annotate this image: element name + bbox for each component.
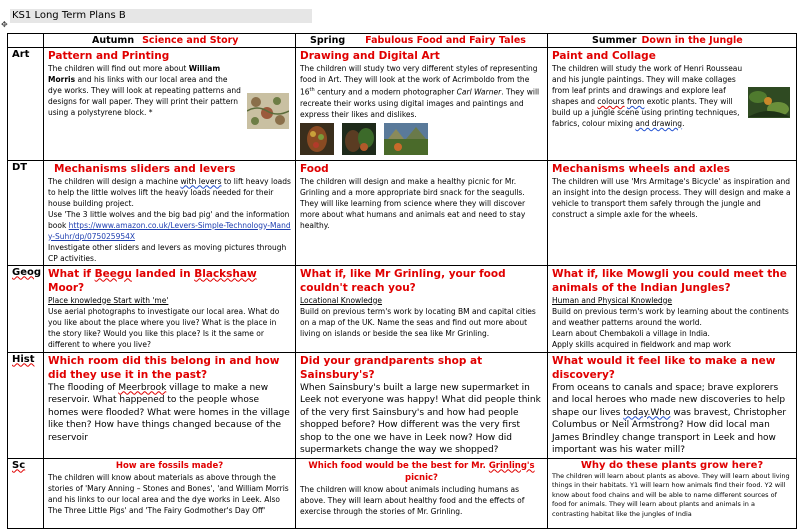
cell-heading: Drawing and Digital Art bbox=[300, 50, 440, 62]
term-label: Summer bbox=[592, 35, 637, 46]
food-landscape-image bbox=[342, 123, 376, 155]
cell-body: The flooding of Meerbrook village to make a new reservoir. What happened to the people whose homes were flooded? What were homes in the village like then? How have things changed because of the reservoir bbox=[48, 382, 290, 443]
cell-heading: Paint and Collage bbox=[552, 50, 656, 62]
header-autumn bbox=[44, 34, 296, 48]
term-label: Spring bbox=[310, 35, 346, 46]
cell-dt-summer bbox=[548, 160, 797, 265]
cell-sc-spring bbox=[296, 458, 548, 528]
row-label: DT bbox=[8, 160, 44, 265]
cell-body: The children will learn about plants as above. They will learn about living things in their habitats. Y1 will learn how animals find their food. Y2 will know about food chains and will be able to name different sources of food for animals. They will learn about plants and animals in a contrasting habitat like the jungles of India bbox=[552, 471, 790, 518]
row-geog bbox=[8, 265, 797, 352]
cell-heading: Why do these plants grow here? bbox=[580, 459, 764, 471]
cell-body: The children will study two very different styles of representing food in Art. They will look at the work of Acrimboldo from the 16th century and a modern photographer Carl Warner. They will recreate their works using digital images and paintings and express their likes and dislikes. bbox=[300, 64, 540, 119]
cell-body: The children will know about animals including humans as above. They will learn about healthy food and the effects of exercise through the stories of Mr. Grinling. bbox=[300, 484, 525, 516]
cell-geog-summer bbox=[548, 265, 797, 352]
row-hist bbox=[8, 352, 797, 458]
cell-heading: Pattern and Printing bbox=[48, 50, 170, 62]
cell-heading: Mechanisms sliders and levers bbox=[54, 162, 236, 175]
cell-art-autumn bbox=[44, 48, 296, 161]
term-theme: Science and Story bbox=[142, 35, 239, 46]
cell-art-spring bbox=[296, 48, 548, 161]
cell-body: The children will know about materials as above through the stories of 'Mary Anning – Stones and Bones', 'and William Morris and his links to our local area and the dye works in Leek. Also The Three Little Pigs' and 'The Fairy Godmother's Day Off' bbox=[48, 472, 289, 515]
cell-heading: How are fossils made? bbox=[115, 460, 224, 471]
term-theme: Fabulous Food and Fairy Tales bbox=[365, 35, 526, 46]
cell-subheading: Place knowledge Start with 'me' bbox=[48, 295, 169, 305]
row-art bbox=[8, 48, 797, 161]
cell-heading: What if, like Mr Grinling, your food couldn't reach you? bbox=[300, 267, 506, 294]
cell-heading: Did your grandparents shop at Sainsbury's? bbox=[300, 354, 483, 381]
cell-geog-autumn bbox=[44, 265, 296, 352]
cell-heading: What would it feel like to make a new discovery? bbox=[552, 354, 776, 381]
cell-heading: Which food would be the best for Mr. Grinling's picnic? bbox=[308, 460, 535, 483]
cell-body-line: Learn about Chembakoli a village in India. bbox=[552, 328, 710, 338]
cell-body-line: Apply skills acquired in fieldwork and map work bbox=[552, 339, 731, 349]
term-theme: Down in the Jungle bbox=[641, 35, 743, 46]
cell-body: The children will study the work of Henri Rousseau and his jungle paintings. They will make collages from leaf prints and drawings and explore leaf shapes and colours from exotic plants. They will build up a jungle scene using printing techniques, fabrics, colour mixing and drawing. bbox=[552, 64, 743, 128]
row-dt bbox=[8, 160, 797, 265]
row-label: Geog bbox=[8, 265, 44, 352]
move-handle-icon[interactable]: ✥ bbox=[1, 20, 8, 29]
header-row bbox=[8, 34, 797, 48]
amazon-book-link[interactable]: https://www.amazon.co.uk/Levers-Simple-Technology-Mandy-Suhr/dp/075025954X bbox=[48, 220, 291, 241]
cell-geog-spring bbox=[296, 265, 548, 352]
cell-heading: Mechanisms wheels and axles bbox=[552, 162, 731, 175]
cell-body: The children will find out more about William Morris and his links with our local area and the dye works. They will look at repeating patterns and designs for wall paper. They will print their pattern using a polystyrene block. * bbox=[48, 64, 241, 117]
row-sc bbox=[8, 458, 797, 528]
header-corner bbox=[8, 34, 44, 48]
cell-sc-summer bbox=[548, 458, 797, 528]
cell-heading: Which room did this belong in and how did they use it in the past? bbox=[48, 354, 280, 381]
cell-heading: What if, like Mowgli you could meet the animals of the Indian Jungles? bbox=[552, 267, 787, 294]
cell-body: The children will design and make a healthy picnic for Mr. Grinling and a more appropriate bird snack for the seagulls. They will like learning from science where they will discover more about what humans and animals eat and need to stay healthy. bbox=[300, 176, 526, 230]
carl-warner-landscape-image bbox=[384, 123, 428, 155]
cell-art-summer bbox=[548, 48, 797, 161]
cell-body: Build on previous term's work by locating BM and capital cities on a map of the UK. Name the seas and find out more about living on islands or beside the sea like Mr Grinling. bbox=[300, 306, 536, 338]
term-label: Autumn bbox=[92, 35, 135, 46]
artwork-thumbnails bbox=[300, 123, 543, 159]
row-label: Sc bbox=[8, 458, 44, 528]
header-summer bbox=[548, 34, 797, 48]
cell-dt-spring bbox=[296, 160, 548, 265]
cell-body: Use aerial photographs to investigate our local area. What do you like about the place where you live? What is the place in the story like? Would you like this place? Is it the same or different to where you live? bbox=[48, 306, 280, 349]
cell-subheading: Locational Knowledge bbox=[300, 295, 383, 305]
cell-body: From oceans to canals and space; brave explorers and local heroes who made new discoveries to help shape our lives today.Who was bravest, Christopher Columbus or Neil Armstrong? How did local man James Brindley change transport in Leek and how important was his water mill? bbox=[552, 382, 787, 455]
cell-body: When Sainsbury's built a large new supermarket in Leek not everyone was happy! What did people think of the very first Sainsbury's and how had people shopped before? How different was the very first shop to the one we have in Leek now? How did supermarkets change the way we shopped? bbox=[300, 382, 541, 455]
page-title: KS1 Long Term Plans B bbox=[10, 9, 312, 23]
plan-table bbox=[7, 33, 797, 529]
cell-hist-autumn bbox=[44, 352, 296, 458]
cell-sc-autumn bbox=[44, 458, 296, 528]
header-spring bbox=[296, 34, 548, 48]
cell-body: The children will use 'Mrs Armitage's Bicycle' as inspiration and an insight into the design process. They will design and make a vehicle to transport them safely through the jungle and construct a simple axle for the wheels. bbox=[552, 176, 791, 219]
cell-heading: Food bbox=[300, 162, 329, 175]
arcimboldo-portrait-image bbox=[300, 123, 334, 155]
cell-body: The children will design a machine with levers to lift heavy loads to help the little wolves lift the heavy loads needed for their house building project. Use 'The 3 little wolves and the big bad pig' and the information book https://www.amazon.co.uk/Levers-Simple-Technology-Mandy-Suhr/dp/075025954X Investigate other sliders and levers as moving pictures through CP activities. bbox=[48, 176, 291, 263]
rousseau-jungle-image bbox=[748, 87, 790, 118]
cell-body: Build on previous term's work by learning about the continents and weather patterns around the world. bbox=[552, 306, 789, 327]
cell-hist-spring bbox=[296, 352, 548, 458]
cell-subheading: Human and Physical Knowledge bbox=[552, 295, 673, 305]
wallpaper-pattern-image bbox=[247, 93, 289, 129]
cell-dt-autumn bbox=[44, 160, 296, 265]
cell-hist-summer bbox=[548, 352, 797, 458]
row-label: Art bbox=[8, 48, 44, 161]
cell-heading: What if Beegu landed in Blackshaw Moor? bbox=[48, 267, 257, 294]
row-label: Hist bbox=[8, 352, 44, 458]
